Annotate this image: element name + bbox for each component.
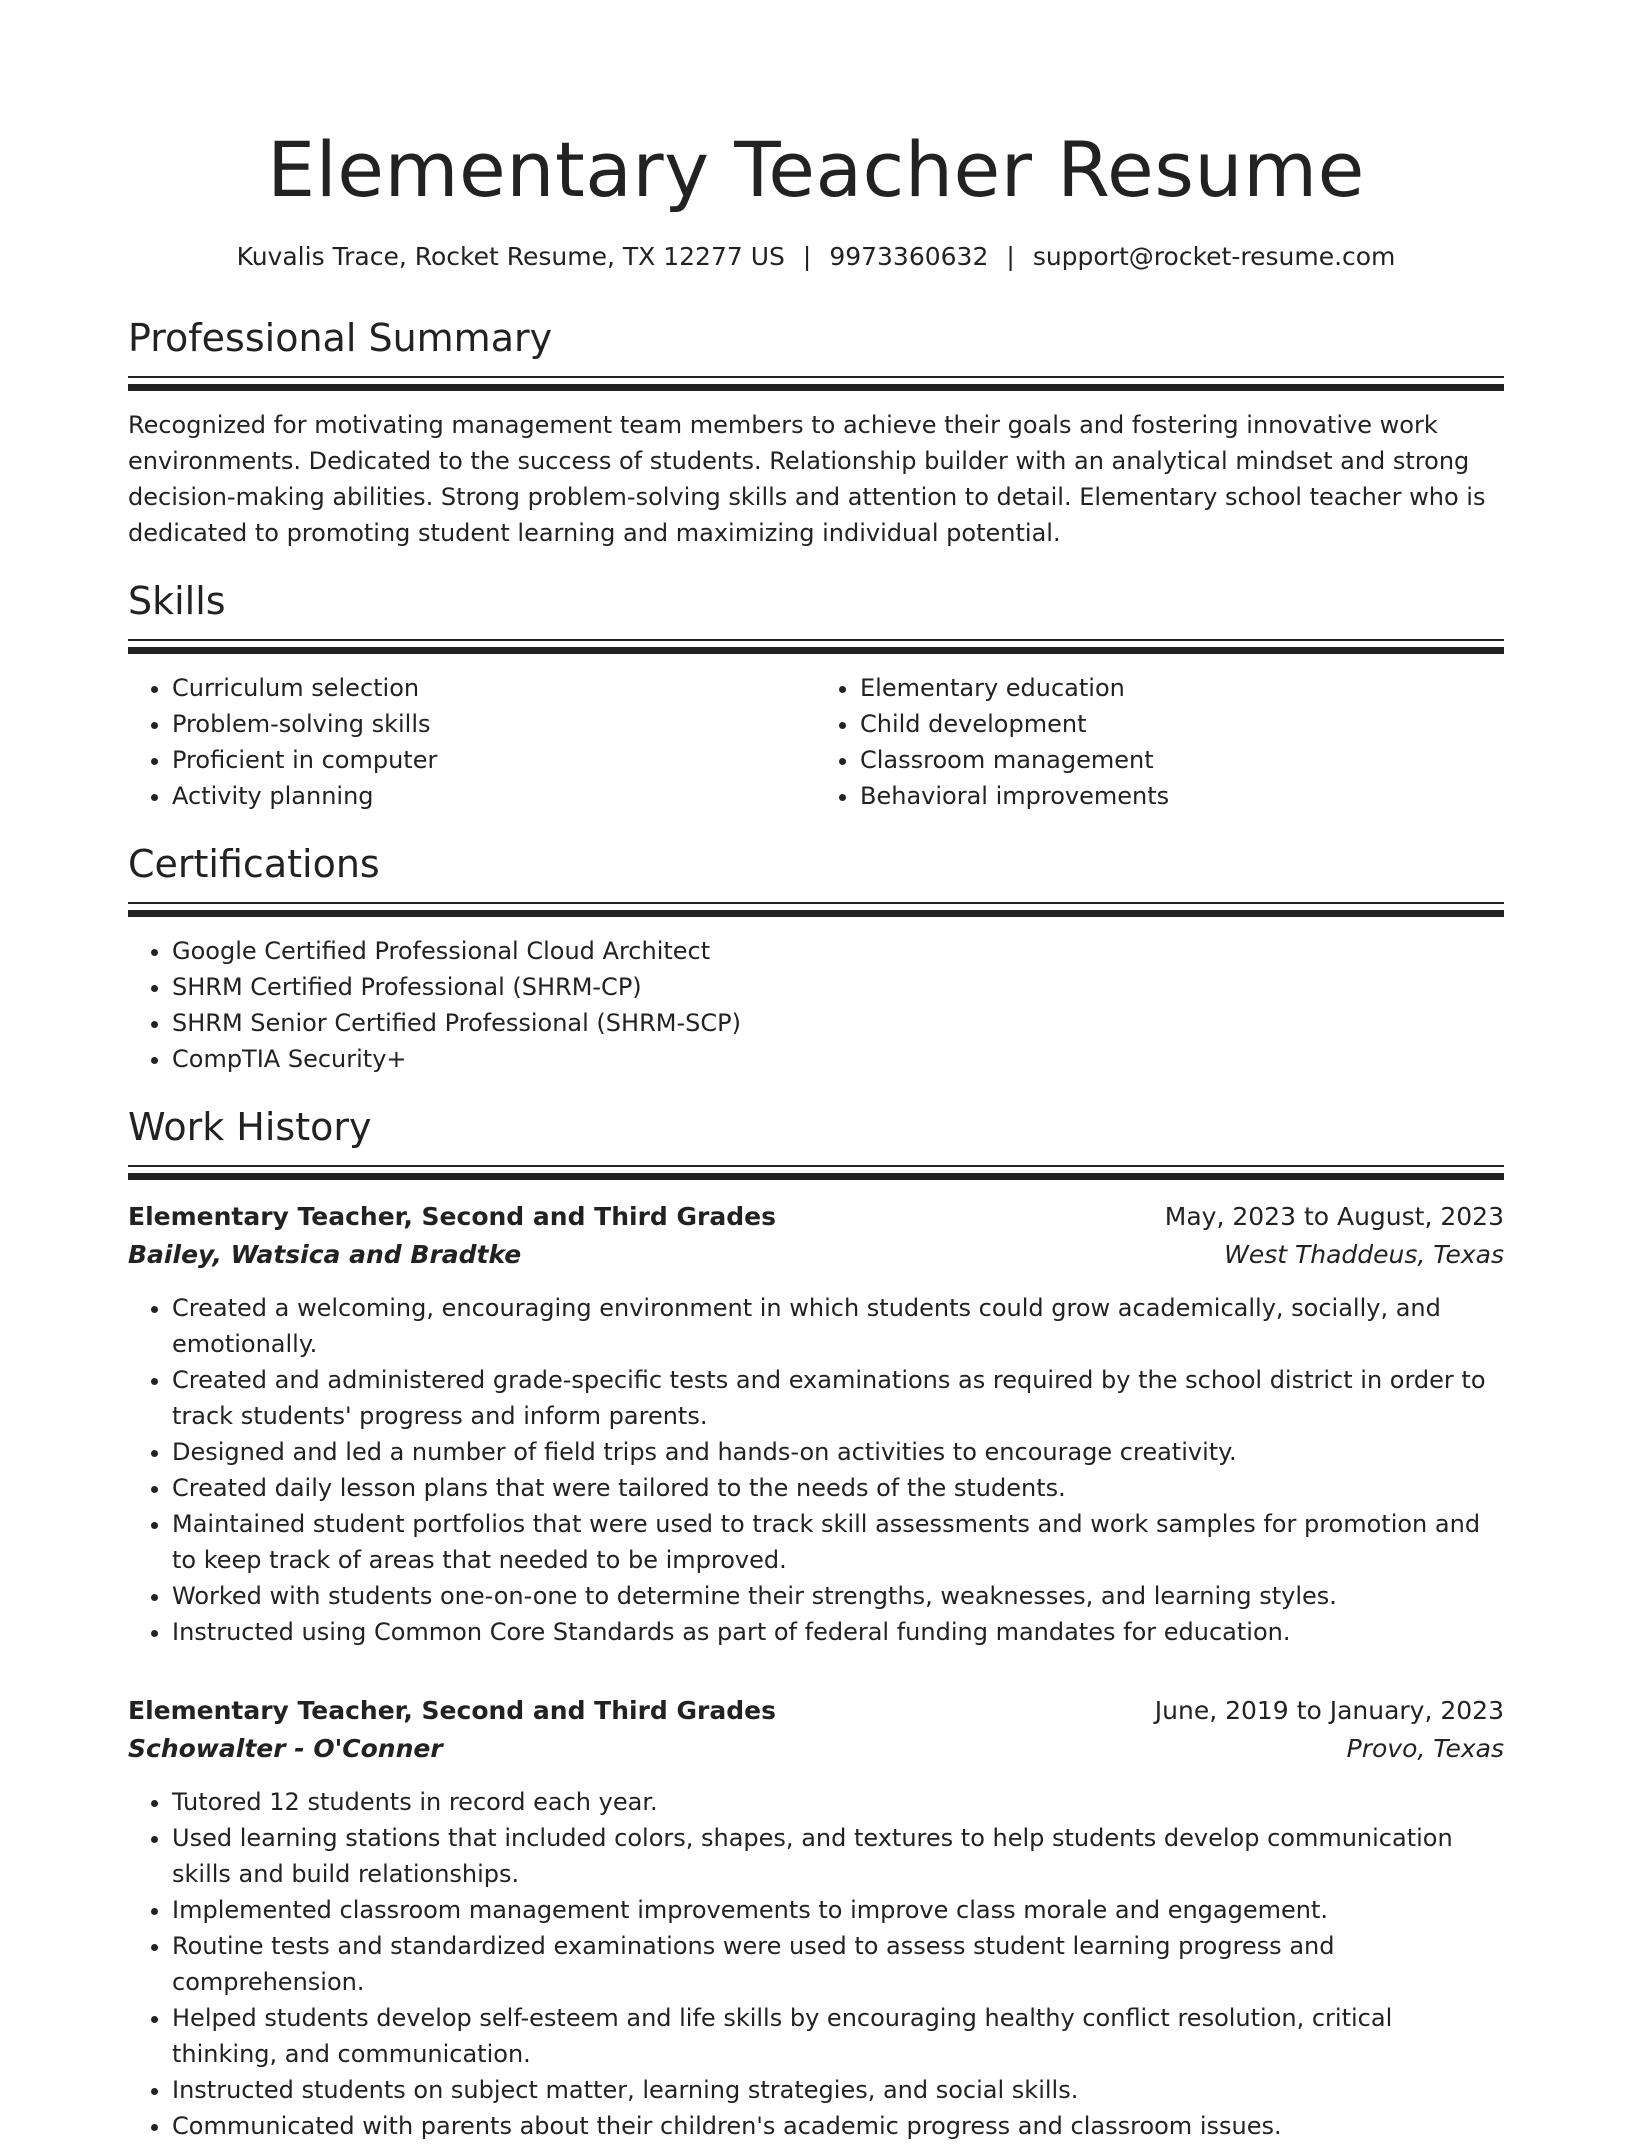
job-bullet: • Routine tests and standardized examinations were used to assess student learning progress and comprehension. bbox=[172, 1928, 1504, 2000]
job-location: Provo, Texas bbox=[1346, 1734, 1504, 1763]
job-bullet: • Created daily lesson plans that were tailored to the needs of the students. bbox=[172, 1470, 1504, 1506]
job-bullet: • Maintained student portfolios that were used to track skill assessments and work samples for promotion and to keep track of areas that needed to be improved. bbox=[172, 1506, 1504, 1578]
job-title: Elementary Teacher, Second and Third Grades bbox=[128, 1202, 776, 1231]
job-company: Schowalter - O'Conner bbox=[128, 1734, 443, 1763]
certifications-list bbox=[128, 933, 1504, 1077]
job-dates: May, 2023 to August, 2023 bbox=[1164, 1202, 1504, 1231]
summary-text: Recognized for motivating management team members to achieve their goals and fostering innovative work environments. Dedicated to the success of students. Relationship builder with an analytical mindset and strong decision-making abilities. Strong problem-solving skills and attention to detail. Elementary school teacher who is dedicated to promoting student learning and maximizing individual potential. bbox=[128, 411, 1486, 547]
skills-column-left bbox=[128, 670, 816, 814]
section-title-work: Work History bbox=[128, 1105, 372, 1149]
job-header-row bbox=[128, 1198, 1504, 1236]
skills-list bbox=[128, 670, 1504, 814]
job-bullet: • Implemented classroom management improvements to improve class morale and engagement. bbox=[172, 1892, 1504, 1928]
section-title-certifications: Certifications bbox=[128, 842, 380, 886]
job-bullet: • Designed and led a number of field trips and hands-on activities to encourage creativity. bbox=[172, 1434, 1504, 1470]
skill-item: • Behavioral improvements bbox=[860, 778, 1504, 814]
job-company: Bailey, Watsica and Bradtke bbox=[128, 1240, 522, 1269]
contact-separator: | bbox=[802, 242, 812, 271]
job-bullet: • Created a welcoming, encouraging environment in which students could grow academically, socially, and emotionally. bbox=[172, 1290, 1504, 1362]
skill-item: • Proficient in computer bbox=[172, 742, 816, 778]
certification-item: • SHRM Senior Certified Professional (SHRM-SCP) bbox=[172, 1005, 1504, 1041]
section-title-summary: Professional Summary bbox=[128, 316, 553, 360]
section-divider bbox=[128, 1173, 1504, 1180]
skill-item: • Activity planning bbox=[172, 778, 816, 814]
certification-item: • Google Certified Professional Cloud Architect bbox=[172, 933, 1504, 969]
job-bullet: • Instructed students on subject matter, learning strategies, and social skills. bbox=[172, 2072, 1504, 2108]
job-bullet: • Worked with students one-on-one to determine their strengths, weaknesses, and learning styles. bbox=[172, 1578, 1504, 1614]
job-subheader-row bbox=[128, 1236, 1504, 1274]
job-header-row bbox=[128, 1692, 1504, 1730]
job-title: Elementary Teacher, Second and Third Grades bbox=[128, 1696, 776, 1725]
certifications-section-header bbox=[128, 840, 1504, 917]
job-bullets bbox=[128, 1784, 1504, 2144]
contact-separator: | bbox=[1006, 242, 1015, 271]
certification-item: • SHRM Certified Professional (SHRM-CP) bbox=[172, 969, 1504, 1005]
resume-title: Elementary Teacher Resume bbox=[267, 125, 1365, 214]
job-entry bbox=[128, 1198, 1504, 1650]
job-bullet: • Instructed using Common Core Standards as part of federal funding mandates for education. bbox=[172, 1614, 1504, 1650]
job-bullet: • Created and administered grade-specific tests and examinations as required by the school district in order to track students' progress and inform parents. bbox=[172, 1362, 1504, 1434]
contact-email: support@rocket-resume.com bbox=[1032, 242, 1396, 271]
skill-item: • Classroom management bbox=[860, 742, 1504, 778]
skill-item: • Child development bbox=[860, 706, 1504, 742]
contact-phone: 9973360632 bbox=[829, 242, 989, 271]
skill-item: • Curriculum selection bbox=[172, 670, 816, 706]
resume-page bbox=[128, 118, 1504, 2144]
job-bullets bbox=[128, 1290, 1504, 1650]
contact-address: Kuvalis Trace, Rocket Resume, TX 12277 US bbox=[236, 242, 785, 271]
section-divider bbox=[128, 910, 1504, 917]
contact-line bbox=[128, 240, 1504, 274]
certification-item: • CompTIA Security+ bbox=[172, 1041, 1504, 1077]
job-bullet: • Tutored 12 students in record each year. bbox=[172, 1784, 1504, 1820]
section-divider bbox=[128, 384, 1504, 391]
section-divider bbox=[128, 647, 1504, 654]
job-dates: June, 2019 to January, 2023 bbox=[1154, 1696, 1504, 1725]
job-entry bbox=[128, 1692, 1504, 2144]
skill-item: • Problem-solving skills bbox=[172, 706, 816, 742]
skills-column-right bbox=[816, 670, 1504, 814]
skill-item: • Elementary education bbox=[860, 670, 1504, 706]
job-subheader-row bbox=[128, 1730, 1504, 1768]
job-bullet: • Communicated with parents about their children's academic progress and classroom issues. bbox=[172, 2108, 1504, 2144]
summary-section-header bbox=[128, 314, 1504, 391]
job-location: West Thaddeus, Texas bbox=[1224, 1240, 1504, 1269]
skills-section-header bbox=[128, 577, 1504, 654]
job-bullet: • Helped students develop self-esteem and life skills by encouraging healthy conflict resolution, critical thinking, and communication. bbox=[172, 2000, 1504, 2072]
job-bullet: • Used learning stations that included colors, shapes, and textures to help students develop communication skills and build relationships. bbox=[172, 1820, 1504, 1892]
section-title-skills: Skills bbox=[128, 579, 226, 623]
work-section-header bbox=[128, 1103, 1504, 1180]
